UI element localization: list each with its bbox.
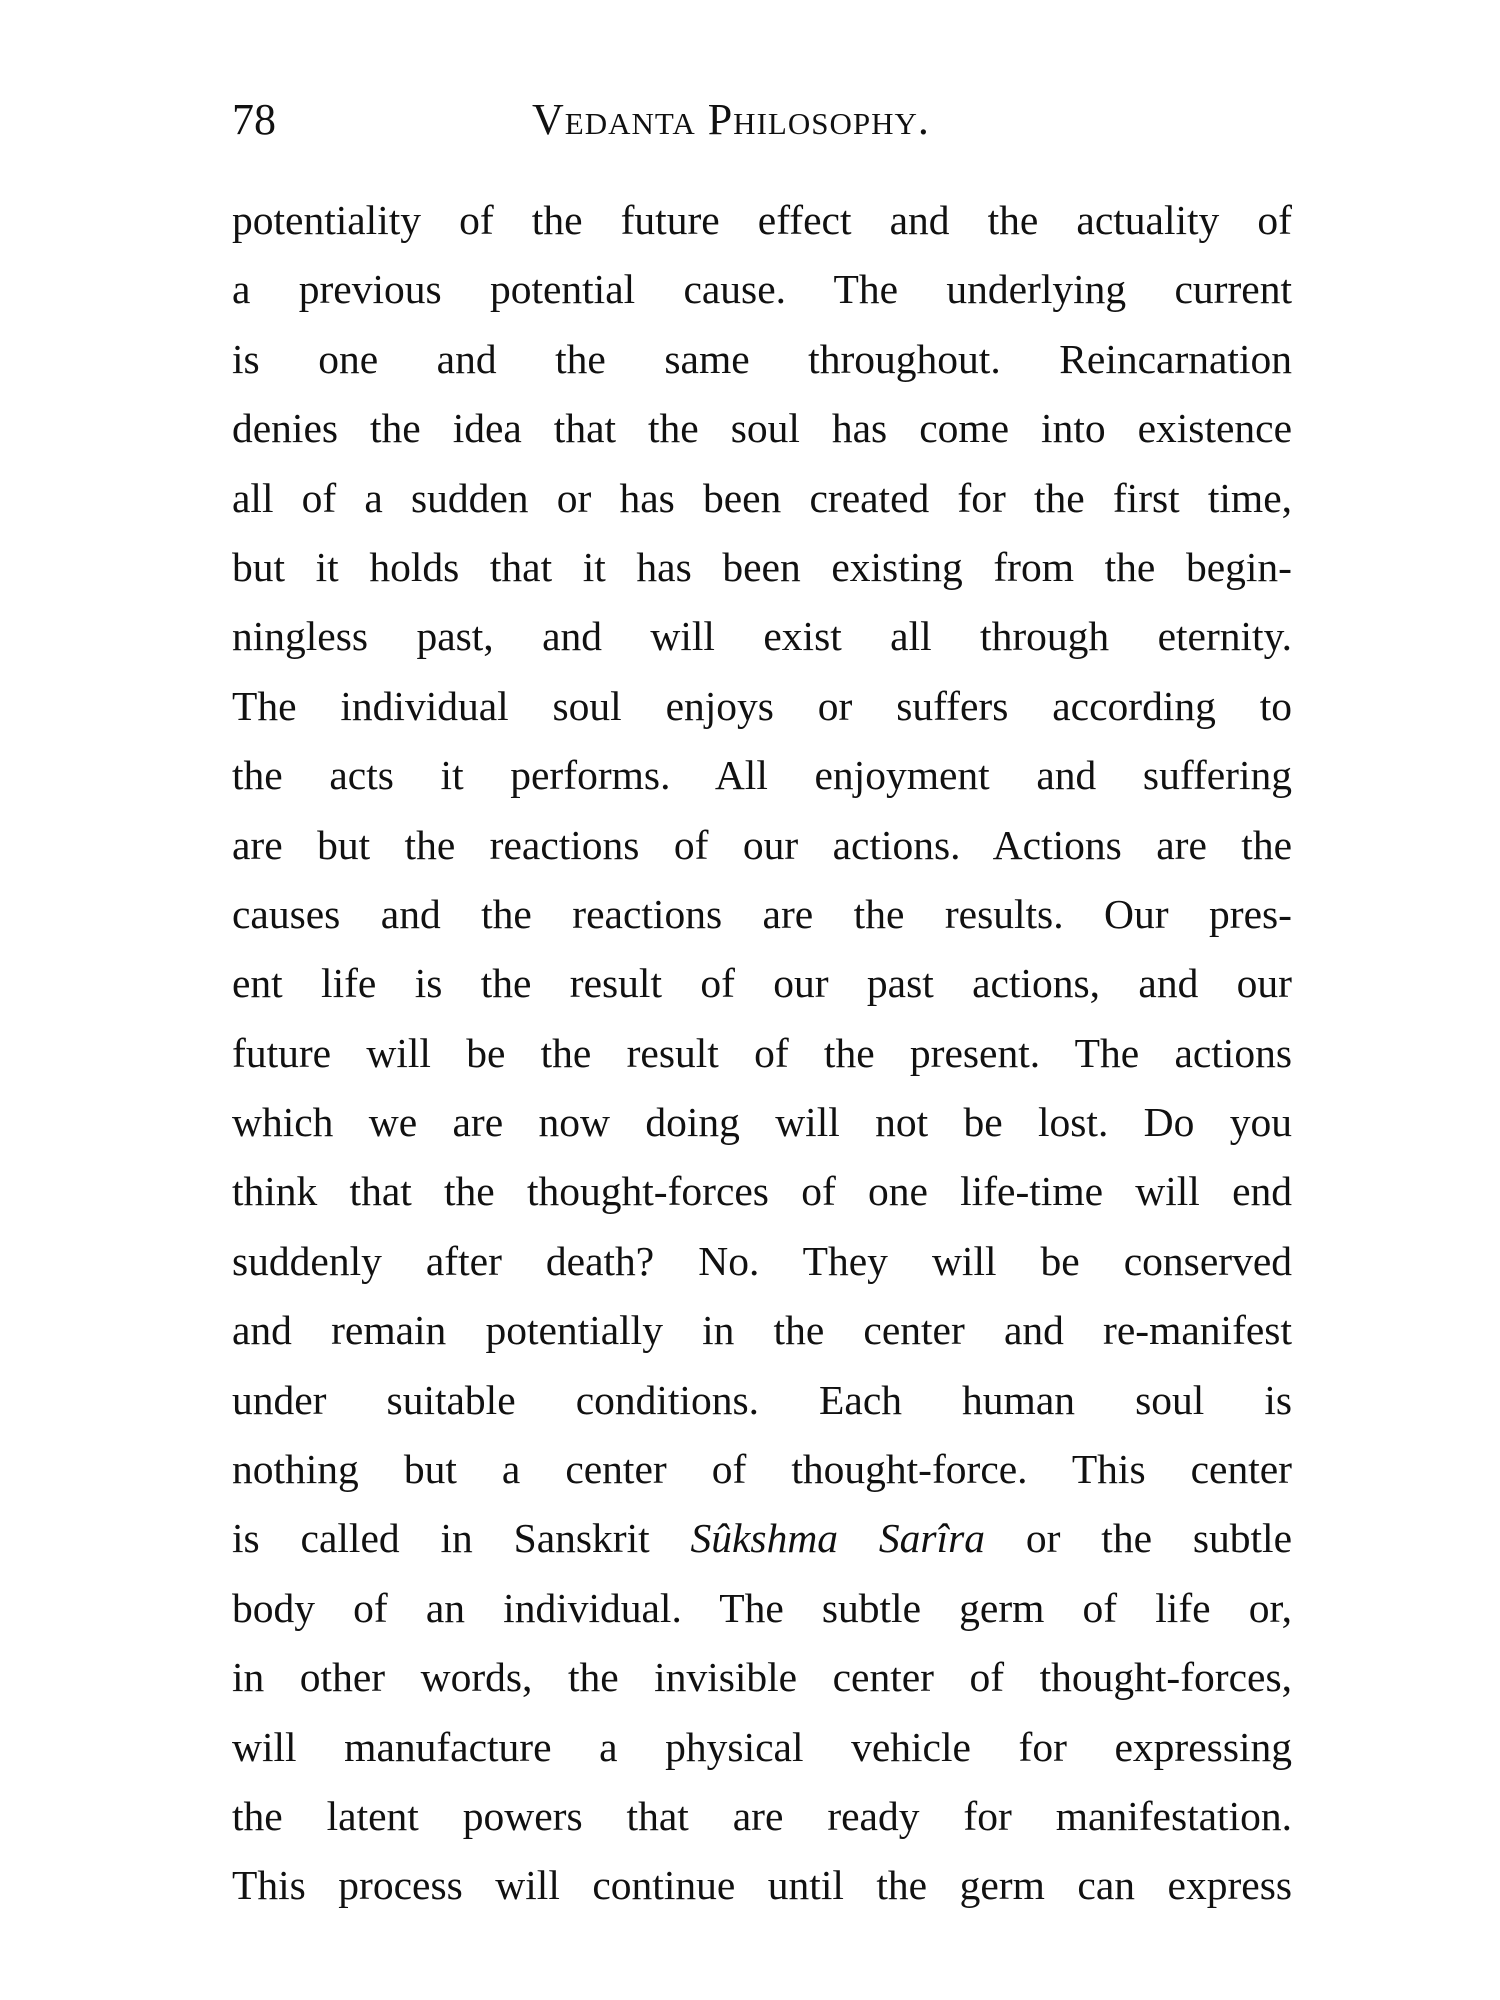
text-line: potentiality of the future effect and the actuality of <box>232 197 1292 243</box>
text-line: under suitable conditions. Each human soul is <box>232 1376 1292 1423</box>
text-line: suddenly after death? No. They will be conserved <box>232 1237 1292 1284</box>
text-line: ningless past, and will exist all through eternity. <box>232 613 1292 660</box>
text-line: The individual soul enjoys or suffers according to <box>232 682 1292 729</box>
text-line: which we are now doing will not be lost. Do you <box>232 1099 1292 1146</box>
text-line: future will be the result of the present. The actions <box>232 1029 1292 1076</box>
text-line: are but the reactions of our actions. Actions are the <box>232 821 1292 868</box>
text-line: the acts it performs. All enjoyment and suffering <box>232 752 1292 799</box>
running-title: Vedanta Philosophy. <box>532 95 930 144</box>
text-line: body of an individual. The subtle germ of life or, <box>232 1584 1292 1631</box>
text-line: and remain potentially in the center and re-manifest <box>232 1307 1292 1354</box>
text-line: in other words, the invisible center of thought-forces, <box>232 1654 1292 1701</box>
text-line: think that the thought-forces of one life-time will end <box>232 1168 1292 1215</box>
running-head <box>232 90 1292 150</box>
sanskrit-term: Sûkshma Sarîra <box>690 1515 985 1562</box>
text-line: ent life is the result of our past actions, and our <box>232 960 1292 1007</box>
body-text <box>232 186 1292 1921</box>
page-number: 78 <box>232 95 276 144</box>
text-line: all of a sudden or has been created for the first time, <box>232 474 1292 521</box>
text-line: This process will continue until the germ can express <box>232 1862 1292 1909</box>
text-line: is one and the same throughout. Reincarnation <box>232 335 1292 382</box>
text-line: denies the idea that the soul has come into existence <box>232 405 1292 452</box>
text-line: the latent powers that are ready for manifestation. <box>232 1792 1292 1839</box>
text-line: will manufacture a physical vehicle for expressing <box>232 1723 1292 1770</box>
text-line: is called in Sanskrit Sûkshma Sarîra or the subtle <box>232 1515 1292 1562</box>
text-line: causes and the reactions are the results. Our pres- <box>232 890 1292 937</box>
text-line: but it holds that it has been existing from the begin- <box>232 543 1292 590</box>
text-line: a previous potential cause. The underlying current <box>232 266 1292 313</box>
text-line: nothing but a center of thought-force. This center <box>232 1446 1292 1493</box>
